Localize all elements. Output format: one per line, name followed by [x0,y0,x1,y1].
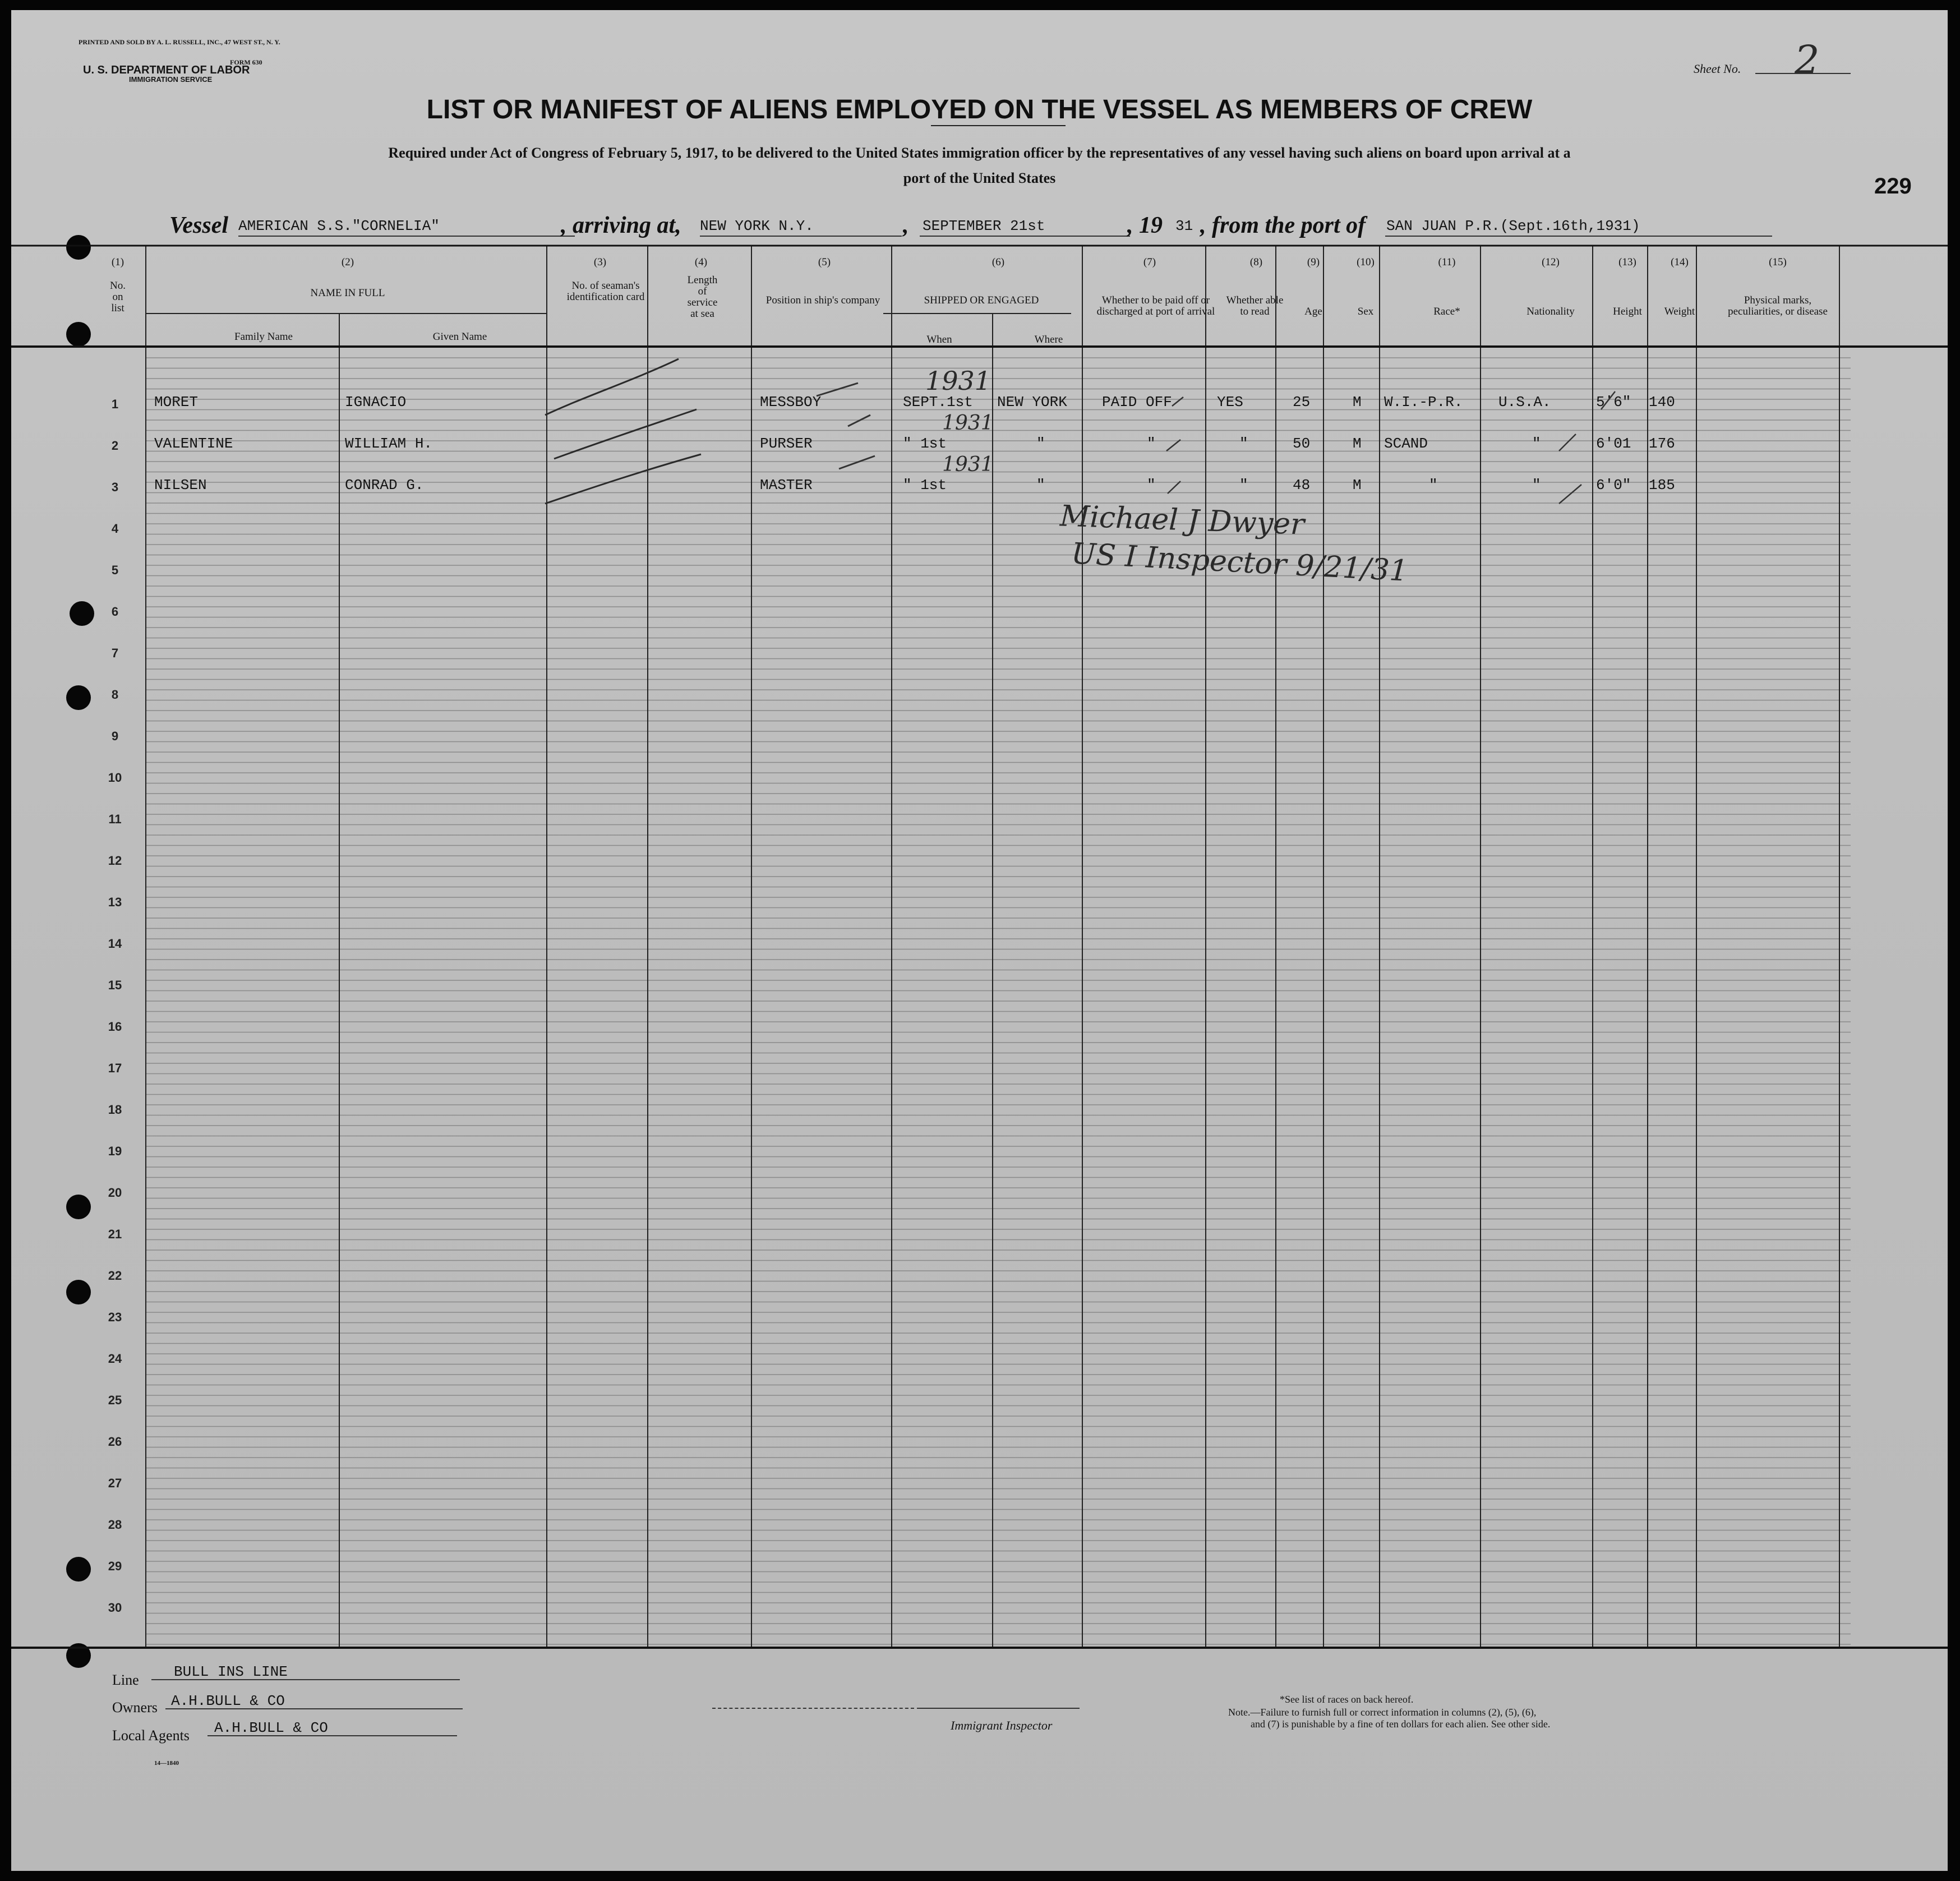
row-number: 30 [108,1601,122,1615]
crew-read: " [1239,477,1248,494]
inspector-signature-title: US I Inspector 9/21/31 [1070,537,1409,588]
crew-age: 25 [1293,394,1311,411]
footer-owners-value: A.H.BULL & CO [171,1693,285,1709]
col-3-num: (3) [593,256,607,268]
col-6-when: When [926,334,952,345]
col-2-label: NAME IN FULL [310,287,385,299]
crew-race: SCAND [1384,435,1428,452]
form-code: 14—1840 [154,1760,179,1767]
crew-family: VALENTINE [154,435,233,452]
crew-paid-off: " [1147,435,1156,452]
crew-read: " [1239,435,1248,452]
pen-strokes [11,10,1948,1871]
row-number: 15 [108,978,122,992]
row-number: 19 [108,1144,122,1158]
col-15-num: (15) [1769,256,1787,268]
from-label: , from the port of [1200,213,1366,238]
inspector-signature-line [712,1708,914,1709]
vessel-name: AMERICAN S.S."CORNELIA" [238,218,440,234]
crew-where: " [1036,435,1045,452]
crew-given: CONRAD G. [345,477,424,494]
col-9-num: (9) [1307,256,1320,268]
row-number: 17 [108,1061,122,1075]
col-5-num: (5) [818,256,831,268]
col-7-label: Whether to be paid off or discharged at port of arrival [1096,294,1215,317]
col-10-label: Sex [1357,306,1374,317]
crew-given: WILLIAM H. [345,435,433,452]
col-8-label: Whether able to read [1226,294,1284,317]
row-number: 6 [111,605,119,619]
row-number: 20 [108,1186,122,1200]
col-4-label: Length of service at sea [687,274,718,320]
crew-position: MASTER [760,477,813,494]
crew-height: 5'6" [1596,394,1631,411]
arriving-port: NEW YORK N.Y. [700,218,814,234]
from-port: SAN JUAN P.R.(Sept.16th,1931) [1386,218,1640,234]
crew-read: YES [1217,394,1243,411]
col-2-family: Family Name [234,331,293,343]
sheet-number: 2 [1795,37,1820,83]
footer-line-label: Line [112,1672,139,1688]
row-number: 22 [108,1269,122,1283]
row-number: 29 [108,1559,122,1573]
crew-family: MORET [154,394,199,411]
col-1-label: No. on list [110,280,126,314]
col-13-num: (13) [1618,256,1636,268]
crew-age: 50 [1293,435,1311,452]
comma-sep: , [903,213,909,238]
col-14-num: (14) [1671,256,1689,268]
footer-agents-value: A.H.BULL & CO [214,1719,328,1736]
note-line1: Note.—Failure to furnish full or correct information in columns (2), (5), (6), [1228,1707,1537,1718]
col-6-where: Where [1034,334,1063,345]
subtitle-line1: Required under Act of Congress of February 5, 1917, to be delivered to the United States immigration officer by the representatives of any vessel having such aliens on board upon arrival at a [388,145,1571,161]
row-number: 3 [111,480,119,494]
col-2-given: Given Name [432,331,487,343]
crew-race: W.I.-P.R. [1384,394,1463,411]
note-line2: and (7) is punishable by a fine of ten dollars for each alien. See other side. [1251,1718,1551,1730]
crew-weight: 140 [1649,394,1675,411]
arriving-label: , arriving at, [561,213,681,238]
crew-when: SEPT.1st [903,394,973,411]
crew-paid-off: " [1147,477,1156,494]
inspector-signature-line-2 [917,1708,1080,1709]
crew-race: " [1429,477,1438,494]
note-races: *See list of races on back hereof. [1280,1694,1414,1705]
col-3-label: No. of seaman's identification card [566,280,645,303]
form-number: FORM 630 [230,58,262,66]
footer-agents-label: Local Agents [112,1727,190,1744]
sheet-label: Sheet No. [1694,62,1741,76]
footer-owners-fill [165,1708,463,1709]
inspector-signature-name: Michael J Dwyer [1059,499,1305,542]
row-number: 12 [108,854,122,868]
col-11-label: Race* [1433,306,1460,317]
row-number: 5 [111,563,119,577]
footer-line-value: BULL INS LINE [174,1663,288,1680]
col-7-num: (7) [1143,256,1156,268]
row-number: 7 [111,646,119,660]
col-10-num: (10) [1357,256,1375,268]
crew-given: IGNACIO [345,394,407,411]
crew-when-year: 1931 [942,453,994,476]
crew-where: " [1036,477,1045,494]
crew-height: 6'01 [1596,435,1631,452]
crew-age: 48 [1293,477,1311,494]
row-number: 2 [111,439,119,453]
row-number: 11 [108,812,122,826]
crew-family: NILSEN [154,477,207,494]
crew-sex: M [1353,477,1362,494]
row-number: 23 [108,1310,122,1324]
row-number: 21 [108,1227,122,1241]
row-number: 16 [108,1020,122,1034]
crew-nationality: U.S.A. [1498,394,1551,411]
crew-when-year: 1931 [925,366,991,396]
col-6-label: SHIPPED OR ENGAGED [924,294,1039,306]
crew-position: MESSBOY [760,394,822,411]
row-number: 27 [108,1476,122,1490]
crew-paid-off: PAID OFF [1102,394,1172,411]
footer-owners-label: Owners [112,1699,158,1716]
year-suffix: 31 [1175,218,1193,234]
row-number: 14 [108,937,122,951]
crew-weight: 176 [1649,435,1675,452]
col-13-label: Height [1613,306,1642,317]
col-6-num: (6) [991,256,1005,268]
col-14-label: Weight [1664,306,1695,317]
col-11-num: (11) [1438,256,1456,268]
col-1-num: (1) [111,256,124,268]
col-12-label: Nationality [1527,306,1575,317]
crew-position: PURSER [760,435,813,452]
col-5-label: Position in ship's company [765,294,880,306]
crew-nationality: " [1532,477,1541,494]
row-number: 26 [108,1435,122,1449]
crew-when: " 1st [903,477,947,494]
row-number: 10 [108,771,122,785]
col-2-num: (2) [341,256,354,268]
col-15-label: Physical marks, peculiarities, or disease [1728,294,1828,317]
footer-line-fill [151,1679,460,1680]
crew-sex: M [1353,435,1362,452]
row-number: 13 [108,895,122,909]
printer-imprint: PRINTED AND SOLD BY A. L. RUSSELL, INC., 47 WEST ST., N. Y. [79,38,280,46]
col-9-label: Age [1304,306,1322,317]
page-number: 229 [1874,174,1912,199]
crew-when-year: 1931 [942,412,994,435]
service: IMMIGRATION SERVICE [129,75,213,84]
row-number: 1 [111,397,119,411]
row-number: 18 [108,1103,122,1117]
row-number: 8 [111,688,119,702]
year-prefix: , 19 [1127,213,1163,238]
row-number: 28 [108,1518,122,1532]
page-title: LIST OR MANIFEST OF ALIENS EMPLOYED ON THE VESSEL AS MEMBERS OF CREW [426,95,1533,125]
vessel-label: Vessel [169,213,228,238]
row-number: 4 [111,522,119,536]
inspector-label: Immigrant Inspector [951,1718,1053,1732]
manifest-page [11,10,1948,1871]
crew-height: 6'0" [1596,477,1631,494]
department: U. S. DEPARTMENT OF LABOR [83,64,250,76]
subtitle-line2: port of the United States [903,170,1056,186]
row-number: 9 [111,729,119,743]
crew-weight: 185 [1649,477,1675,494]
arrival-date: SEPTEMBER 21st [923,218,1045,234]
footer-agents-fill [207,1735,457,1736]
crew-when: " 1st [903,435,947,452]
col-12-num: (12) [1542,256,1560,268]
row-number: 25 [108,1393,122,1407]
col-4-num: (4) [694,256,708,268]
col-8-num: (8) [1249,256,1263,268]
crew-sex: M [1353,394,1362,411]
crew-nationality: " [1532,435,1541,452]
crew-where: NEW YORK [997,394,1067,411]
row-number: 24 [108,1352,122,1366]
